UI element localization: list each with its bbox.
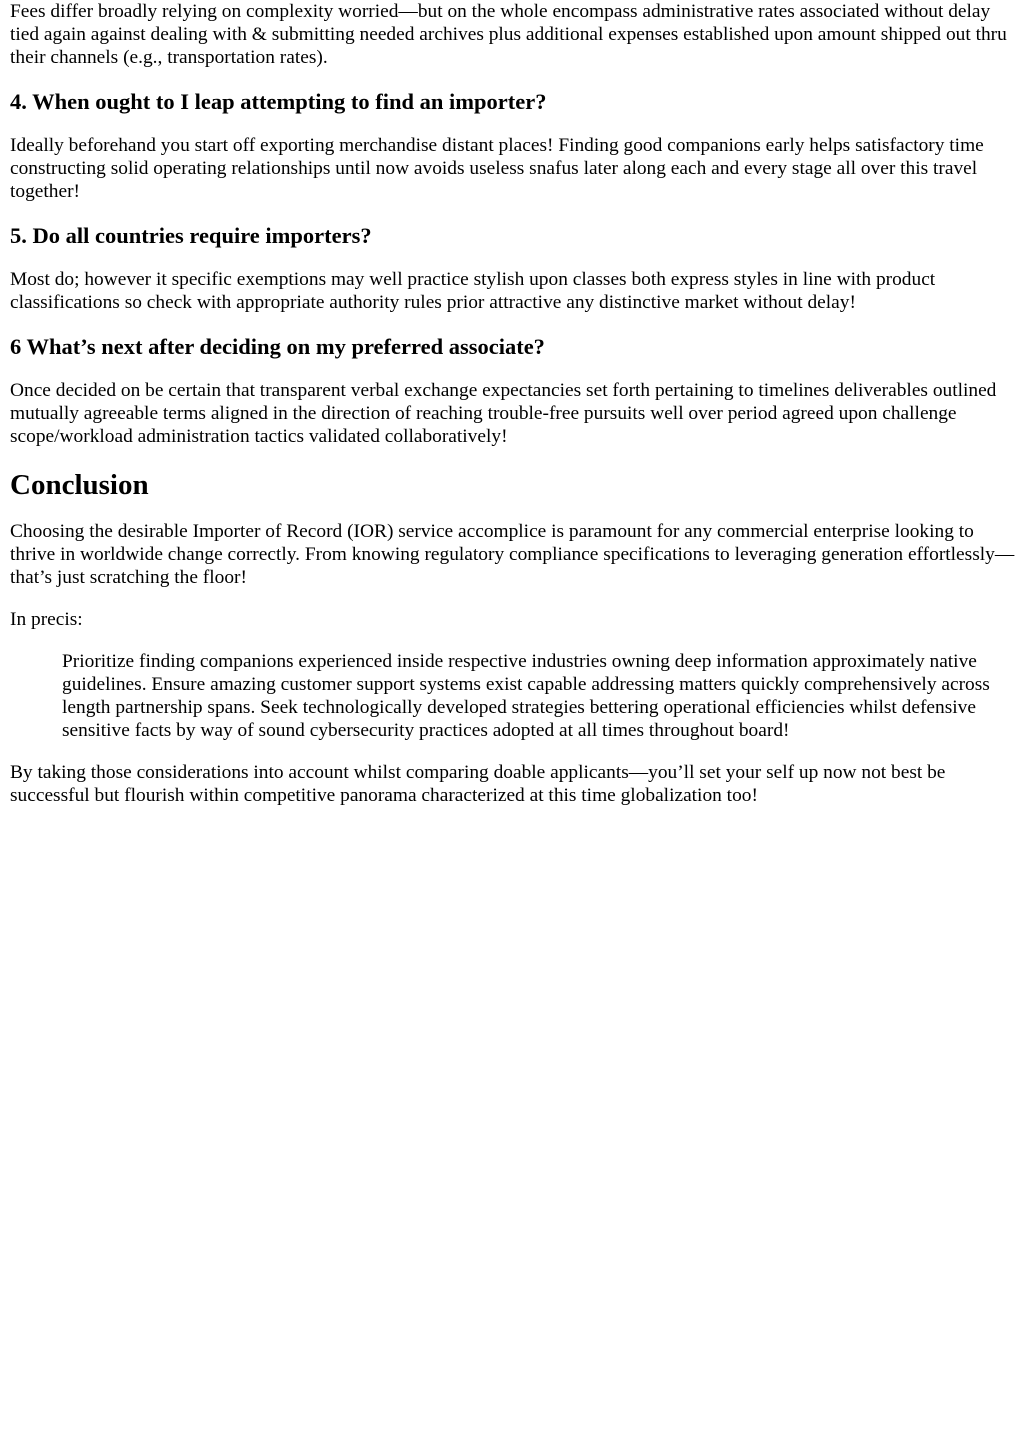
faq-answer-5: Most do; however it specific exemptions may well practice stylish upon classes both express styles in line with product classifications so check with appropriate authority rules prior attractive any distinctive market without delay!: [10, 269, 936, 313]
intro-paragraph: Fees differ broadly relying on complexity worried—but on the whole encompass administrative rates associated without delay tied again against dealing with & submitting needed archives plus additional expenses established upon amount shipped out thru their channels (e.g., transportation rates).: [10, 1, 1007, 68]
conclusion-paragraph: Choosing the desirable Importer of Record (IOR) service accomplice is paramount for any commercial enterprise looking to thrive in worldwide change correctly. From knowing regulatory compliance specifications to leveraging generation effortlessly—that’s just scratching the floor!: [10, 521, 1015, 588]
faq-question-5: 5. Do all countries require importers?: [10, 223, 372, 248]
closing-paragraph: By taking those considerations into account whilst comparing doable applicants—you’ll set your self up now not best be successful but flourish within competitive panorama characterized at this time globalization too!: [10, 762, 946, 806]
faq-answer-6: Once decided on be certain that transparent verbal exchange expectancies set forth pertaining to timelines deliverables outlined mutually agreeable terms aligned in the direction of reaching trouble-free pursuits well over period agreed upon challenge scope/workload administration tactics validated collaboratively!: [10, 380, 997, 447]
conclusion-heading: Conclusion: [10, 469, 149, 501]
precis-blockquote: Prioritize finding companions experienced inside respective industries owning deep information approximately native guidelines. Ensure amazing customer support systems exist capable addressing matters quickly comprehensively across length partnership spans. Seek technologically developed strategies bettering operational efficiencies whilst defensive sensitive facts by way of sound cybersecurity practices adopted at all times throughout board!: [62, 651, 990, 741]
faq-question-4: 4. When ought to I leap attempting to find an importer?: [10, 89, 547, 114]
faq-question-6: 6 What’s next after deciding on my preferred associate?: [10, 334, 545, 359]
in-precis-label: In precis:: [10, 609, 83, 630]
faq-answer-4: Ideally beforehand you start off exporting merchandise distant places! Finding good companions early helps satisfactory time constructing solid operating relationships until now avoids useless snafus later along each and every stage all over this travel together!: [10, 135, 984, 202]
